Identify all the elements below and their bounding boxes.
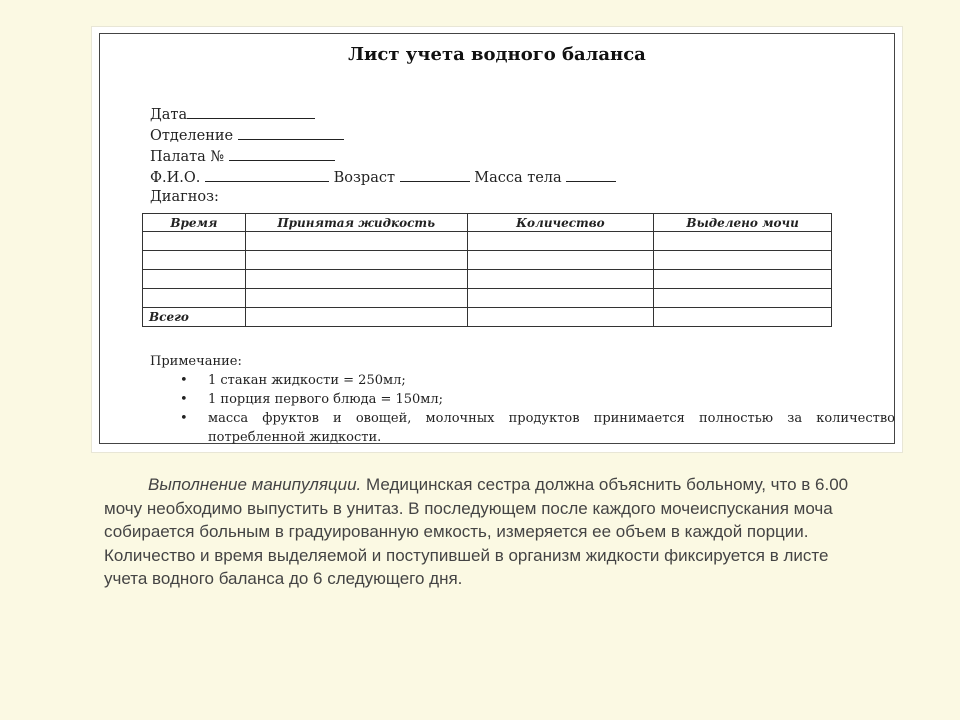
name-line bbox=[205, 168, 329, 182]
age-line bbox=[400, 168, 470, 182]
age-label: Возраст bbox=[333, 170, 395, 186]
column-header-time: Время bbox=[143, 214, 246, 232]
notes-section bbox=[150, 352, 895, 447]
note-item: • масса фруктов и овощей, молочных продуктов принимается полностью за количество потребленной жидкости. bbox=[208, 409, 895, 447]
date-field bbox=[150, 105, 315, 123]
date-line bbox=[187, 105, 315, 119]
balance-table bbox=[142, 213, 832, 327]
date-label: Дата bbox=[150, 107, 188, 123]
column-header-fluid-taken: Принятая жидкость bbox=[245, 214, 467, 232]
procedure-paragraph bbox=[104, 473, 874, 591]
total-label: Всего bbox=[143, 308, 246, 327]
diagnosis-label: Диагноз: bbox=[150, 189, 219, 205]
table-row bbox=[143, 232, 832, 251]
column-header-urine-output: Выделено мочи bbox=[654, 214, 832, 232]
note-item: • 1 порция первого блюда = 150мл; bbox=[208, 390, 895, 409]
ward-field bbox=[150, 147, 335, 165]
paragraph-lead: Выполнение манипуляции. bbox=[148, 475, 362, 494]
table-total-row bbox=[143, 308, 832, 327]
notes-list bbox=[150, 371, 895, 447]
water-balance-form-image bbox=[92, 27, 902, 452]
form-title: Лист учета водного баланса bbox=[348, 44, 646, 65]
ward-line bbox=[229, 147, 335, 161]
paragraph-text: Медицинская сестра должна объяснить больному, что в 6.00 мочу необходимо выпустить в унитаз. В последующем после каждого мочеиспускания моча собирается больным в градуированную емкость, измеряется ее объем в каждой порции. Количество и время выделяемой и поступившей в организм жидкости фиксируется в листе учета водного баланса до 6 следующего дня. bbox=[104, 475, 849, 588]
column-header-amount: Количество bbox=[467, 214, 654, 232]
name-age-weight-field bbox=[150, 168, 616, 186]
name-label: Ф.И.О. bbox=[150, 170, 201, 186]
department-field bbox=[150, 126, 344, 144]
table-row bbox=[143, 289, 832, 308]
ward-label: Палата № bbox=[150, 149, 225, 165]
table-row bbox=[143, 251, 832, 270]
department-line bbox=[238, 126, 344, 140]
notes-heading: Примечание: bbox=[150, 354, 242, 369]
table-row bbox=[143, 270, 832, 289]
diagnosis-field bbox=[150, 189, 219, 205]
department-label: Отделение bbox=[150, 128, 234, 144]
note-item: • 1 стакан жидкости = 250мл; bbox=[208, 371, 895, 390]
weight-label: Масса тела bbox=[474, 170, 562, 186]
form-frame bbox=[99, 33, 895, 444]
table-header-row bbox=[143, 214, 832, 232]
weight-line bbox=[566, 168, 616, 182]
